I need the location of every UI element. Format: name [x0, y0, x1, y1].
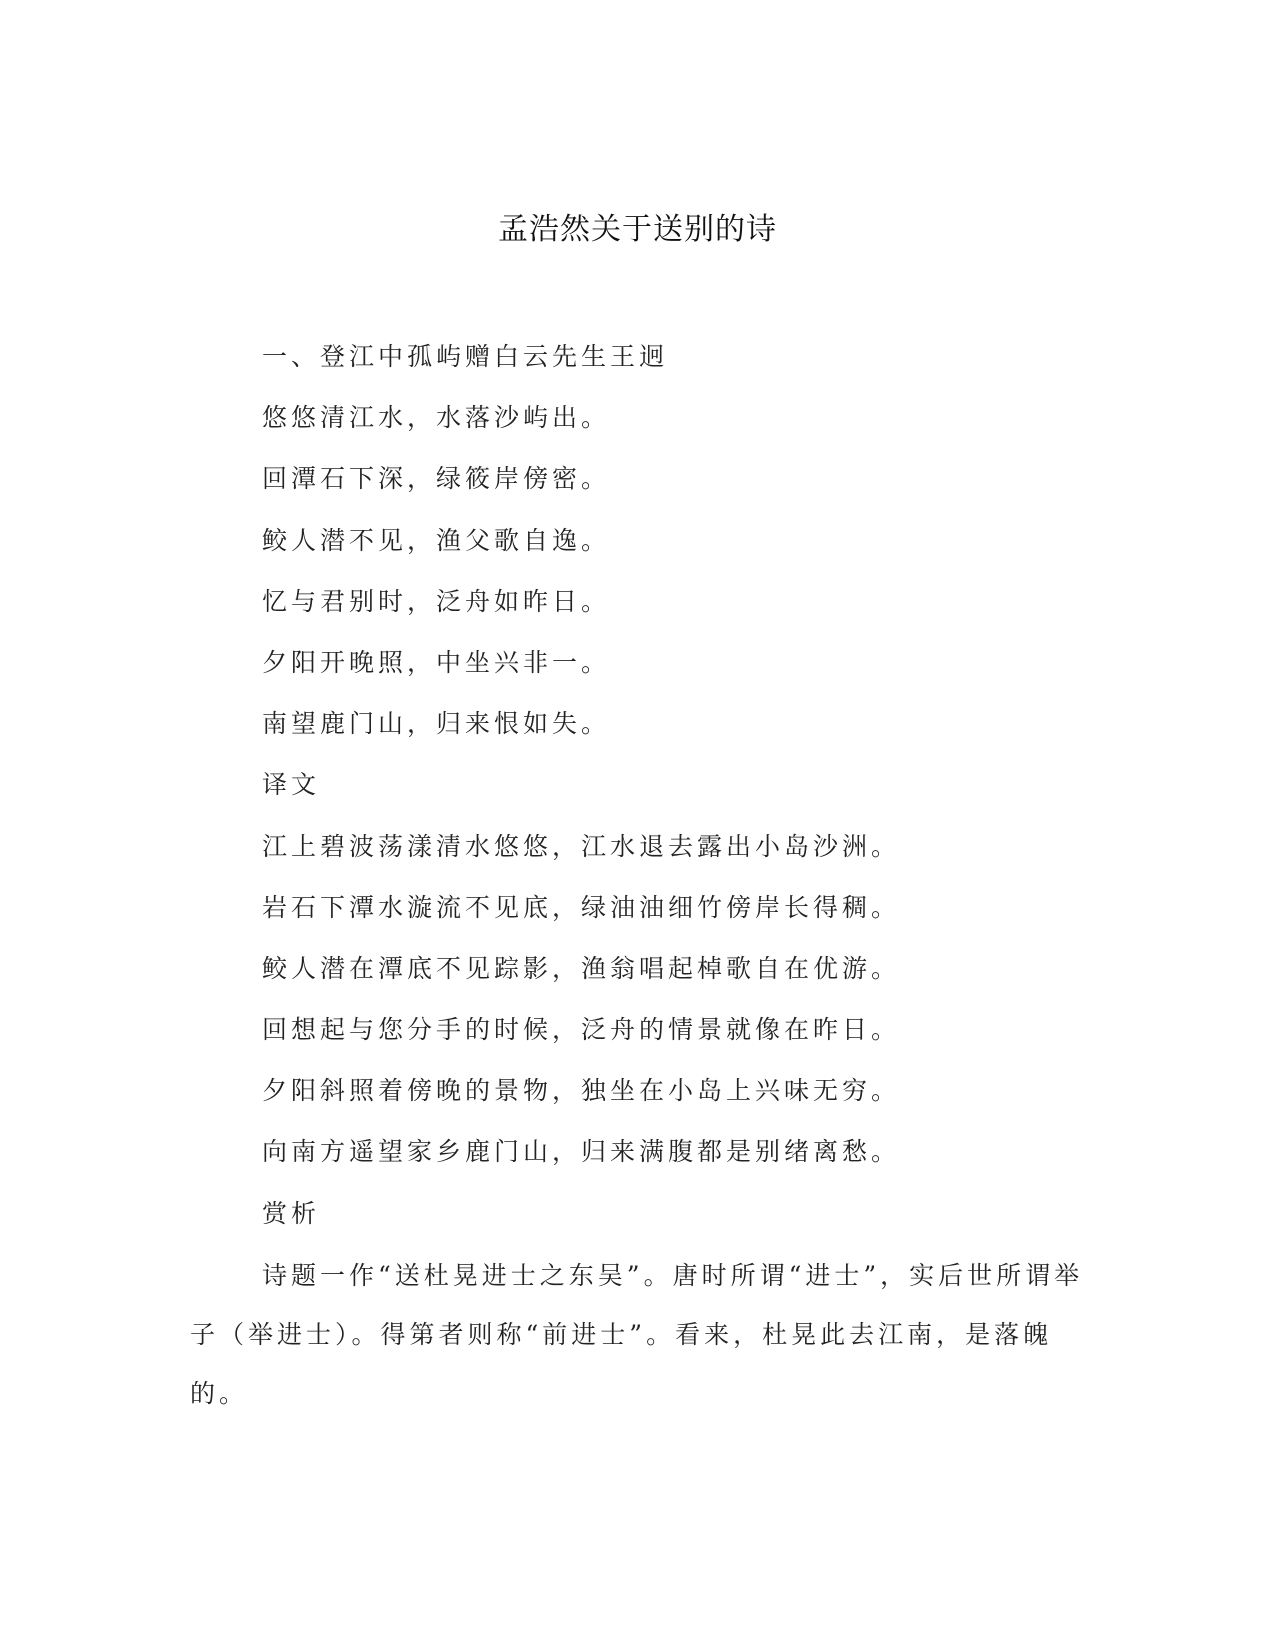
- translation-line: 江上碧波荡漾清水悠悠，江水退去露出小岛沙洲。: [262, 831, 901, 861]
- poem-line: 悠悠清江水，水落沙屿出。: [262, 403, 611, 433]
- appreciation-paragraph: 诗题一作“送杜晃进士之东吴”。唐时所谓“进士”，实后世所谓举子（举进士）。得第者则称“前进士”。看来，杜晃此去江南，是落魄的。: [190, 1260, 1084, 1408]
- document-body: [190, 326, 1090, 1423]
- appreciation-heading: 赏析: [262, 1198, 321, 1228]
- poem-line: 鲛人潜不见，渔父歌自逸。: [262, 525, 611, 555]
- translation-line: 鲛人潜在潭底不见踪影，渔翁唱起棹歌自在优游。: [262, 953, 901, 983]
- translation-heading: 译文: [262, 770, 321, 800]
- poem-line: 回潭石下深，绿筱岸傍密。: [262, 464, 611, 494]
- poem-line: 南望鹿门山，归来恨如失。: [262, 709, 611, 739]
- page-title: 孟浩然关于送别的诗: [498, 212, 777, 247]
- poem-line: 夕阳开晚照，中坐兴非一。: [262, 647, 611, 677]
- section-heading: 一、登江中孤屿赠白云先生王迥: [262, 342, 669, 371]
- translation-line: 岩石下潭水漩流不见底，绿油油细竹傍岸长得稠。: [262, 892, 901, 922]
- translation-line: 向南方遥望家乡鹿门山，归来满腹都是别绪离愁。: [262, 1137, 901, 1167]
- poem-line: 忆与君别时，泛舟如昨日。: [262, 586, 611, 616]
- translation-line: 夕阳斜照着傍晚的景物，独坐在小岛上兴味无穷。: [262, 1076, 901, 1106]
- translation-line: 回想起与您分手的时候，泛舟的情景就像在昨日。: [262, 1015, 901, 1045]
